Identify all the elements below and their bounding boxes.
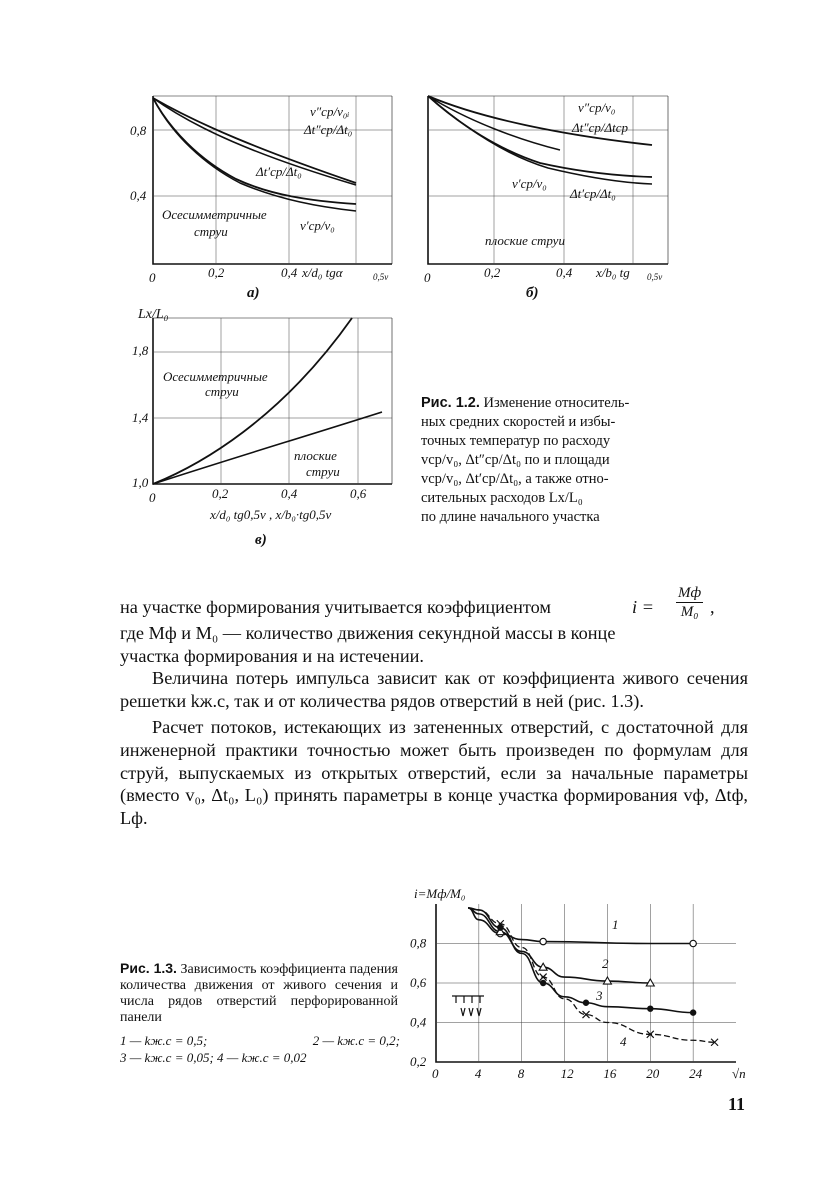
fig12a-panel-label: а) xyxy=(247,285,260,301)
fig12c-note-1a: Осесимметричные xyxy=(163,369,268,384)
fig13-xtick: 8 xyxy=(517,1066,525,1081)
body-line-1-text: на участке формирования учитывается коэффициентом xyxy=(120,597,551,617)
fig13-xtick: 24 xyxy=(689,1066,703,1081)
fig12-caption-line-1: ных средних скоростей и избы- xyxy=(421,414,616,430)
fig13-xtick: 16 xyxy=(603,1066,617,1081)
fig12c-note-2b: струи xyxy=(306,464,340,479)
fig12a-xtick-2: 0,4 xyxy=(281,265,298,280)
fig13-grid xyxy=(436,904,736,1062)
page-number: 11 xyxy=(728,1094,746,1114)
fig12c-note-1b: струи xyxy=(205,384,239,399)
fig12c-ytick-2: 1,0 xyxy=(132,475,149,490)
fig12b-label-dt1: Δt′ср/Δt₀ xyxy=(570,186,616,201)
fig12b-xlabel: x/b₀ tg xyxy=(596,265,630,280)
fig12a-xlabel: x/d₀ tgα xyxy=(302,265,343,280)
fig12b-label-vcp2: v″ср/v₀ xyxy=(578,100,616,115)
fig12c-xtick-0: 0 xyxy=(149,490,156,505)
fig12a-xtick-0: 0 xyxy=(149,270,156,285)
fig12a-xlabel-sub: 0,5v xyxy=(373,272,389,282)
fig12a-label-vcp2: v″ср/v₀ᵢ xyxy=(310,104,350,119)
fig12-caption-line-4: vср/v₀, Δt′ср/Δt₀, а также отно- xyxy=(421,471,609,487)
fig13-point-1 xyxy=(540,938,546,944)
fig12a-xtick-1: 0,2 xyxy=(208,265,225,280)
formula-i-lhs: i = xyxy=(632,597,654,617)
fig12a-note-1: Осесимметричные xyxy=(162,207,267,222)
fig12b-label-dt2: Δt″ср/Δtср xyxy=(572,120,629,135)
fig13-legend-4: 4 — kж.с = 0,02 xyxy=(217,1050,307,1065)
fig12-caption-line-6: по длине начального участка xyxy=(421,509,600,525)
fig13-series xyxy=(468,908,718,1049)
fig13-point-3 xyxy=(647,1005,653,1011)
fig13-caption-text: Зависимость коэффициента падения количества движения от живого сечения и числа рядов отверстий перфорированной панели xyxy=(120,962,398,1025)
fig13-xtick: 4 xyxy=(474,1066,482,1081)
fig13-legend-1: 1 — kж.с = 0,5; xyxy=(120,1033,208,1048)
fig13-ytick: 0,4 xyxy=(410,1014,427,1030)
body-para-3: Расчет потоков, истекающих из затененных отверстий, с достаточной для инженерной практики точностью может быть произведен по формулам для струй, выпускаемых из открытых отверстий, если за начальные параметры (вместо v₀, Δt₀, L₀) принять параметры в конце участка формирования vф, Δtф, Lф. xyxy=(120,717,748,828)
fig12c-xtick-1: 0,2 xyxy=(212,486,229,501)
fig12b-panel-label: б) xyxy=(526,285,539,301)
fig12-caption-line-5: сительных расходов Lx/L₀ xyxy=(421,490,583,506)
fig12c-ytick-1: 1,4 xyxy=(132,410,149,425)
fig12c-panel-label: в) xyxy=(255,532,267,548)
fig13-caption-label: Рис. 1.3. xyxy=(120,960,177,976)
fig13-xtick: √n xyxy=(732,1066,746,1081)
fig13-series-label-4: 4 xyxy=(620,1034,627,1049)
fig13-ytick: 0,2 xyxy=(410,1054,427,1069)
fig13-line-2 xyxy=(468,908,650,983)
formula-den: M₀ xyxy=(680,604,699,620)
fig13-point-3 xyxy=(540,980,546,986)
fig12c-xtick-3: 0,6 xyxy=(350,486,367,501)
fig12-caption-line-0: Изменение относитель- xyxy=(483,395,630,411)
fig12c-xlabel: x/d₀ tg0,5v , x/b₀·tg0,5v xyxy=(210,507,332,522)
fig13-series-2 xyxy=(468,908,654,986)
fig13-ytick: 0,8 xyxy=(410,935,427,951)
fig13-series-label-3: 3 xyxy=(596,988,603,1003)
fig13-line-4 xyxy=(468,908,714,1042)
fig13-xtick: 12 xyxy=(560,1066,574,1081)
fig12c-ylabel: Lx/L₀ xyxy=(138,307,169,322)
fig13-ytick: 0,6 xyxy=(410,975,427,990)
fig12b-xtick-0: 0 xyxy=(424,270,431,285)
fig13-xtick: 20 xyxy=(646,1066,660,1081)
fig13-point-3 xyxy=(583,1000,589,1006)
fig12c-note-2a: плоские xyxy=(294,448,337,463)
fig13-point-1 xyxy=(690,940,696,946)
fig12a-label-dt1: Δt′ср/Δt₀ xyxy=(256,164,302,179)
fig13-series-label-2: 2 xyxy=(602,956,609,971)
fig12b-xtick-2: 0,4 xyxy=(556,265,573,280)
fig13-ylabel: i=Mф/M₀ xyxy=(414,886,466,901)
fig12a-ytick-0: 0,8 xyxy=(130,123,147,138)
fig12a-label-dt2: Δt″ср/Δt₀ xyxy=(304,122,353,137)
fig13-legend-3: 3 — kж.с = 0,05; xyxy=(120,1050,214,1065)
fig12c-ytick-0: 1,8 xyxy=(132,343,149,358)
fig12-caption-line-2: точных температур по расходу xyxy=(421,433,611,449)
body-para-2: Величина потерь импульса зависит как от коэффициента живого сечения решетки kж.с, так и от количества рядов отверстий в ней (рис. 1.3). xyxy=(120,668,748,711)
fig12a-label-v1: v′ср/v₀ xyxy=(300,218,335,233)
fig13-ticks xyxy=(410,936,746,1082)
fig12-caption-line-3: vср/v₀, Δt″ср/Δt₀ по и площади xyxy=(421,452,610,468)
fig12c-xtick-2: 0,4 xyxy=(281,486,298,501)
body-line-3: участка формирования и на истечении. xyxy=(120,645,424,666)
fig13-point-3 xyxy=(690,1009,696,1015)
fig13-series-label-1: 1 xyxy=(612,917,619,932)
fig13-xtick: 0 xyxy=(432,1066,439,1081)
fig13-series-4 xyxy=(468,908,718,1049)
fig13-legend-2: 2 — kж.с = 0,2; xyxy=(312,1033,400,1048)
fig12b-label-v1: v′ср/v₀ xyxy=(512,176,547,191)
fig12b-xlabel-sub: 0,5v xyxy=(647,272,663,282)
fig12a-note-2: струи xyxy=(194,224,228,239)
body-line-2: где Mф и M₀ — количество движения секундной массы в конце xyxy=(120,623,616,643)
formula-num: Mф xyxy=(678,585,702,601)
fig12a-ytick-1: 0,4 xyxy=(130,188,147,203)
fig12-caption-label: Рис. 1.2. xyxy=(421,395,480,411)
perforated-panel-icon xyxy=(452,996,484,1016)
formula-comma: , xyxy=(710,597,715,617)
fig12b-xtick-1: 0,2 xyxy=(484,265,501,280)
fig12b-note: плоские струи xyxy=(485,233,565,248)
